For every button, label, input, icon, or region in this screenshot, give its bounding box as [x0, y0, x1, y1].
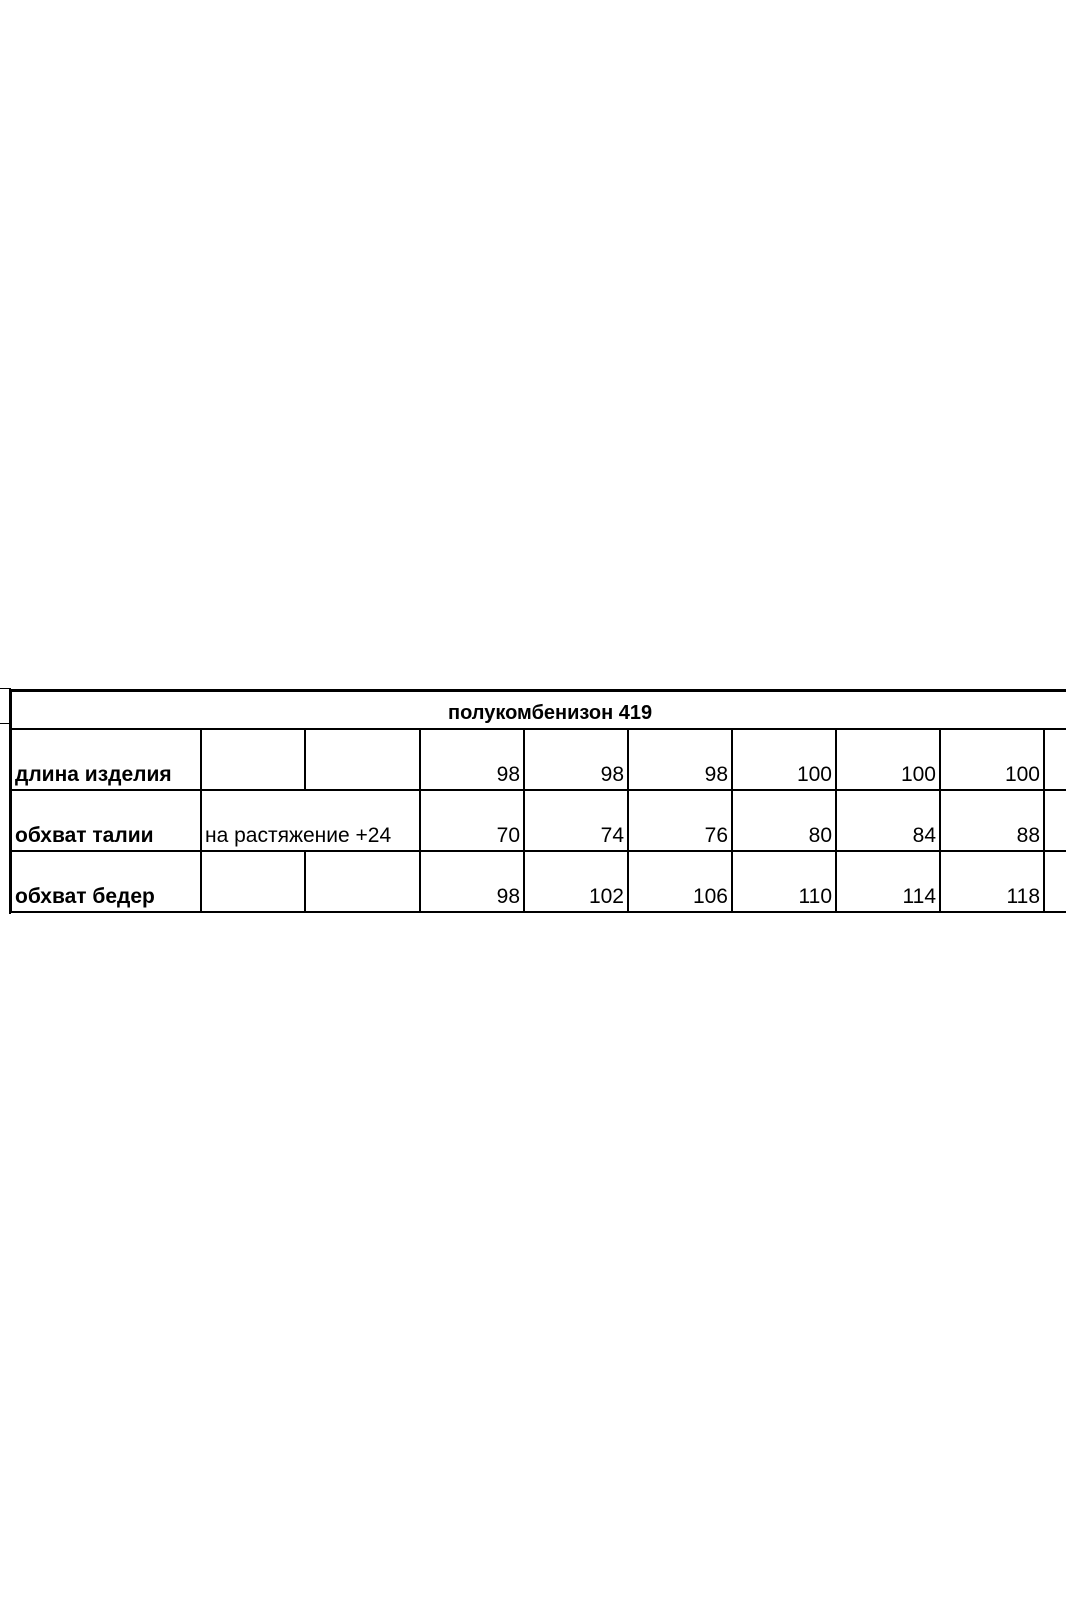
table-row	[11, 790, 1066, 851]
size-value-cell: 100	[940, 729, 1044, 790]
size-value-cell: 98	[420, 851, 524, 912]
table-row	[11, 729, 1066, 790]
row-label: обхват бедер	[11, 851, 201, 912]
size-value-cell: 106	[628, 851, 732, 912]
size-chart-sheet	[10, 689, 1066, 908]
size-value-cell: 114	[836, 851, 940, 912]
size-value-cell: 98	[524, 729, 628, 790]
title-row	[11, 691, 1066, 730]
row-label: обхват талии	[11, 790, 201, 851]
size-value-cell: 76	[628, 790, 732, 851]
table-row	[11, 851, 1066, 912]
row-note	[305, 729, 420, 790]
row-label: длина изделия	[11, 729, 201, 790]
left-grid-tick	[9, 688, 11, 914]
size-table	[10, 689, 1066, 913]
empty-cell	[1044, 729, 1066, 790]
left-grid-tick	[0, 688, 10, 689]
empty-cell	[201, 729, 305, 790]
size-value-cell: 80	[732, 790, 836, 851]
row-note: на растяжение +24	[201, 790, 420, 851]
left-grid-tick	[0, 723, 10, 724]
size-value-cell: 110	[732, 851, 836, 912]
empty-cell	[1044, 790, 1066, 851]
size-value-cell: 70	[420, 790, 524, 851]
size-value-cell: 118	[940, 851, 1044, 912]
size-value-cell: 98	[628, 729, 732, 790]
size-value-cell: 102	[524, 851, 628, 912]
size-value-cell: 100	[836, 729, 940, 790]
size-value-cell: 98	[420, 729, 524, 790]
size-value-cell: 88	[940, 790, 1044, 851]
size-value-cell: 100	[732, 729, 836, 790]
size-value-cell: 84	[836, 790, 940, 851]
size-value-cell: 74	[524, 790, 628, 851]
row-note	[305, 851, 420, 912]
table-title: полукомбенизон 419	[11, 691, 1066, 730]
empty-cell	[201, 851, 305, 912]
empty-cell	[1044, 851, 1066, 912]
